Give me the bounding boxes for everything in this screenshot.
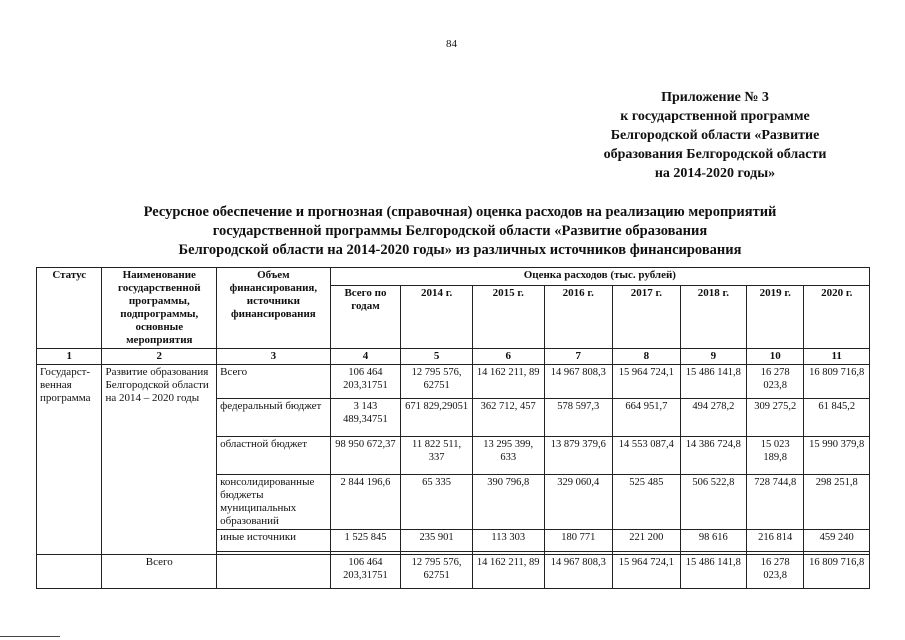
year-cell: 362 712, 457 bbox=[472, 399, 544, 437]
year-cell: 15 964 724,1 bbox=[613, 365, 681, 399]
year-cell: 578 597,3 bbox=[544, 399, 613, 437]
year-cell: 390 796,8 bbox=[472, 475, 544, 530]
year-cell: 98 616 bbox=[680, 530, 747, 552]
year-cell: 221 200 bbox=[613, 530, 681, 552]
column-number: 2 bbox=[102, 349, 217, 365]
year-cell: 15 486 141,8 bbox=[680, 365, 747, 399]
column-number: 9 bbox=[680, 349, 747, 365]
funding-source: федеральный бюджет bbox=[217, 399, 331, 437]
total-cell: 106 464 203,31751 bbox=[330, 555, 401, 589]
year-cell: 506 522,8 bbox=[680, 475, 747, 530]
year-cell: 728 744,8 bbox=[747, 475, 804, 530]
year-cell: 65 335 bbox=[401, 475, 473, 530]
total-cell: 98 950 672,37 bbox=[330, 437, 401, 475]
program-name: Развитие образования Белгородской области на 2014 – 2020 годы bbox=[102, 365, 217, 555]
column-number: 8 bbox=[613, 349, 681, 365]
column-number-row bbox=[37, 349, 870, 365]
year-cell: 12 795 576, 62751 bbox=[401, 555, 473, 589]
total-cell: 2 844 196,6 bbox=[330, 475, 401, 530]
funding-source: областной бюджет bbox=[217, 437, 331, 475]
year-cell: 16 809 716,8 bbox=[804, 555, 870, 589]
funding-source: иные источники bbox=[217, 530, 331, 552]
year-cell: 13 879 379,6 bbox=[544, 437, 613, 475]
header-name: Наименование государственной программы, подпрограммы, основные мероприятия bbox=[102, 268, 217, 349]
column-number: 6 bbox=[472, 349, 544, 365]
header-year: 2020 г. bbox=[804, 285, 870, 349]
year-cell: 671 829,29051 bbox=[401, 399, 473, 437]
year-cell: 525 485 bbox=[613, 475, 681, 530]
table-row bbox=[37, 555, 870, 589]
title-line: Белгородской области на 2014-2020 годы» из различных источников финансирования bbox=[178, 242, 742, 258]
appendix-line: на 2014-2020 годы» bbox=[654, 166, 776, 181]
year-cell: 329 060,4 bbox=[544, 475, 613, 530]
title-line: государственной программы Белгородской области «Развитие образования bbox=[212, 223, 708, 239]
header-year: 2017 г. bbox=[613, 285, 681, 349]
column-number: 11 bbox=[804, 349, 870, 365]
table-row bbox=[37, 365, 870, 399]
column-number: 1 bbox=[37, 349, 102, 365]
year-cell: 113 303 bbox=[472, 530, 544, 552]
year-cell: 15 486 141,8 bbox=[680, 555, 747, 589]
header-year: 2016 г. bbox=[544, 285, 613, 349]
total-cell: 1 525 845 bbox=[330, 530, 401, 552]
year-cell: 15 964 724,1 bbox=[613, 555, 681, 589]
year-cell: 61 845,2 bbox=[804, 399, 870, 437]
year-cell: 459 240 bbox=[804, 530, 870, 552]
total-cell: 3 143 489,34751 bbox=[330, 399, 401, 437]
appendix-line: образования Белгородской области bbox=[603, 147, 827, 162]
funding-source: консолидированные бюджеты муниципальных образований bbox=[217, 475, 331, 530]
column-number: 4 bbox=[330, 349, 401, 365]
year-cell: 14 967 808,3 bbox=[544, 365, 613, 399]
year-cell: 15 990 379,8 bbox=[804, 437, 870, 475]
year-cell: 216 814 bbox=[747, 530, 804, 552]
column-number: 3 bbox=[217, 349, 331, 365]
title-line: Ресурсное обеспечение и прогнозная (справочная) оценка расходов на реализацию мероприятий bbox=[143, 204, 777, 220]
year-cell: 14 162 211, 89 bbox=[472, 365, 544, 399]
year-cell: 16 278 023,8 bbox=[747, 555, 804, 589]
header-year: 2015 г. bbox=[472, 285, 544, 349]
document-title bbox=[120, 203, 800, 260]
header-year: 2019 г. bbox=[747, 285, 804, 349]
year-cell: 14 162 211, 89 bbox=[472, 555, 544, 589]
year-cell: 15 023 189,8 bbox=[747, 437, 804, 475]
empty-cell bbox=[217, 555, 331, 589]
header-estimate: Оценка расходов (тыс. рублей) bbox=[330, 268, 869, 286]
year-cell: 16 809 716,8 bbox=[804, 365, 870, 399]
program-status: Государст-венная программа bbox=[37, 365, 102, 555]
appendix-line: Приложение № 3 bbox=[661, 90, 769, 105]
header-total-years: Всего по годам bbox=[330, 285, 401, 349]
column-number: 10 bbox=[747, 349, 804, 365]
year-cell: 12 795 576, 62751 bbox=[401, 365, 473, 399]
year-cell: 235 901 bbox=[401, 530, 473, 552]
year-cell: 11 822 511, 337 bbox=[401, 437, 473, 475]
empty-cell bbox=[37, 555, 102, 589]
appendix-line: к государственной программе bbox=[620, 109, 810, 124]
header-year: 2014 г. bbox=[401, 285, 473, 349]
year-cell: 14 386 724,8 bbox=[680, 437, 747, 475]
header-year: 2018 г. bbox=[680, 285, 747, 349]
year-cell: 14 967 808,3 bbox=[544, 555, 613, 589]
column-number: 7 bbox=[544, 349, 613, 365]
page-number: 84 bbox=[446, 38, 457, 50]
page-edge-line bbox=[0, 636, 60, 637]
year-cell: 298 251,8 bbox=[804, 475, 870, 530]
year-cell: 180 771 bbox=[544, 530, 613, 552]
budget-table bbox=[36, 267, 870, 589]
column-number: 5 bbox=[401, 349, 473, 365]
year-cell: 16 278 023,8 bbox=[747, 365, 804, 399]
funding-source: Всего bbox=[217, 365, 331, 399]
year-cell: 664 951,7 bbox=[613, 399, 681, 437]
header-volume: Объем финансирования, источники финансирования bbox=[217, 268, 331, 349]
header-status: Статус bbox=[37, 268, 102, 349]
appendix-line: Белгородской области «Развитие bbox=[610, 128, 820, 143]
subprogram-name: Всего bbox=[102, 555, 217, 589]
year-cell: 494 278,2 bbox=[680, 399, 747, 437]
total-cell: 106 464 203,31751 bbox=[330, 365, 401, 399]
year-cell: 13 295 399, 633 bbox=[472, 437, 544, 475]
year-cell: 309 275,2 bbox=[747, 399, 804, 437]
appendix-header bbox=[590, 88, 840, 183]
year-cell: 14 553 087,4 bbox=[613, 437, 681, 475]
